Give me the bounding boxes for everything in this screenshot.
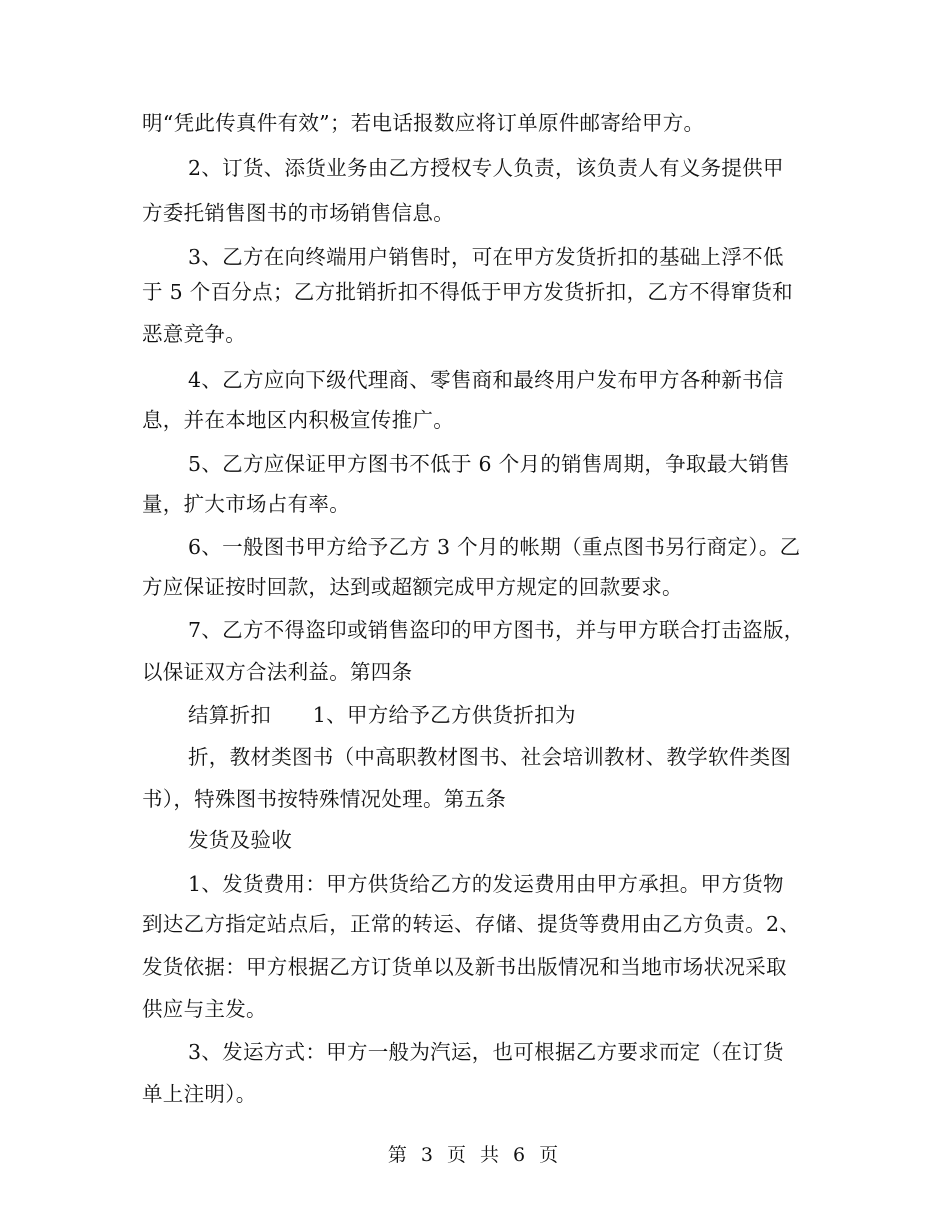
text-line: 明“凭此传真件有效”；若电话报数应将订单原件邮寄给甲方。 xyxy=(142,111,705,135)
text-line: 方委托销售图书的市场销售信息。 xyxy=(142,201,454,225)
text-line: 结算折扣 1、甲方给予乙方供货折扣为 xyxy=(188,703,576,727)
text-line: 1、发货费用：甲方供货给乙方的发运费用由甲方承担。甲方货物 xyxy=(188,872,784,896)
text-line: 2、订货、添货业务由乙方授权专人负责，该负责人有义务提供甲 xyxy=(188,156,784,180)
text-line: 到达乙方指定站点后，正常的转运、存储、提货等费用由乙方负责。2、 xyxy=(142,912,801,936)
text-line: 恶意竞争。 xyxy=(142,322,246,346)
text-line: 4、乙方应向下级代理商、零售商和最终用户发布甲方各种新书信 xyxy=(188,368,784,392)
page-number-footer: 第 3 页 共 6 页 xyxy=(387,1144,563,1166)
text-line: 7、乙方不得盗印或销售盗印的甲方图书，并与甲方联合打击盗版， xyxy=(188,618,805,642)
text-line: 3、乙方在向终端用户销售时，可在甲方发货折扣的基础上浮不低 xyxy=(188,245,784,269)
text-line: 息，并在本地区内积极宣传推广。 xyxy=(142,408,454,432)
text-line: 单上注明）。 xyxy=(142,1082,257,1106)
text-line: 发货及验收 xyxy=(188,828,292,852)
text-line: 发货依据：甲方根据乙方订货单以及新书出版情况和当地市场状况采取 xyxy=(142,955,787,979)
text-line: 6、一般图书甲方给予乙方 3 个月的帐期（重点图书另行商定）。乙 xyxy=(188,535,801,559)
text-line: 以保证双方合法利益。第四条 xyxy=(142,660,413,684)
text-line: 方应保证按时回款，达到或超额完成甲方规定的回款要求。 xyxy=(142,575,683,599)
text-line: 量，扩大市场占有率。 xyxy=(142,492,350,516)
text-line: 折，教材类图书（中高职教材图书、社会培训教材、教学软件类图 xyxy=(188,745,792,769)
text-line: 于 5 个百分点；乙方批销折扣不得低于甲方发货折扣，乙方不得窜货和 xyxy=(142,280,793,304)
text-line: 书），特殊图书按特殊情况处理。第五条 xyxy=(142,787,507,811)
text-line: 5、乙方应保证甲方图书不低于 6 个月的销售周期，争取最大销售 xyxy=(188,452,790,476)
text-line: 3、发运方式：甲方一般为汽运，也可根据乙方要求而定（在订货 xyxy=(188,1040,784,1064)
text-line: 供应与主发。 xyxy=(142,997,267,1021)
